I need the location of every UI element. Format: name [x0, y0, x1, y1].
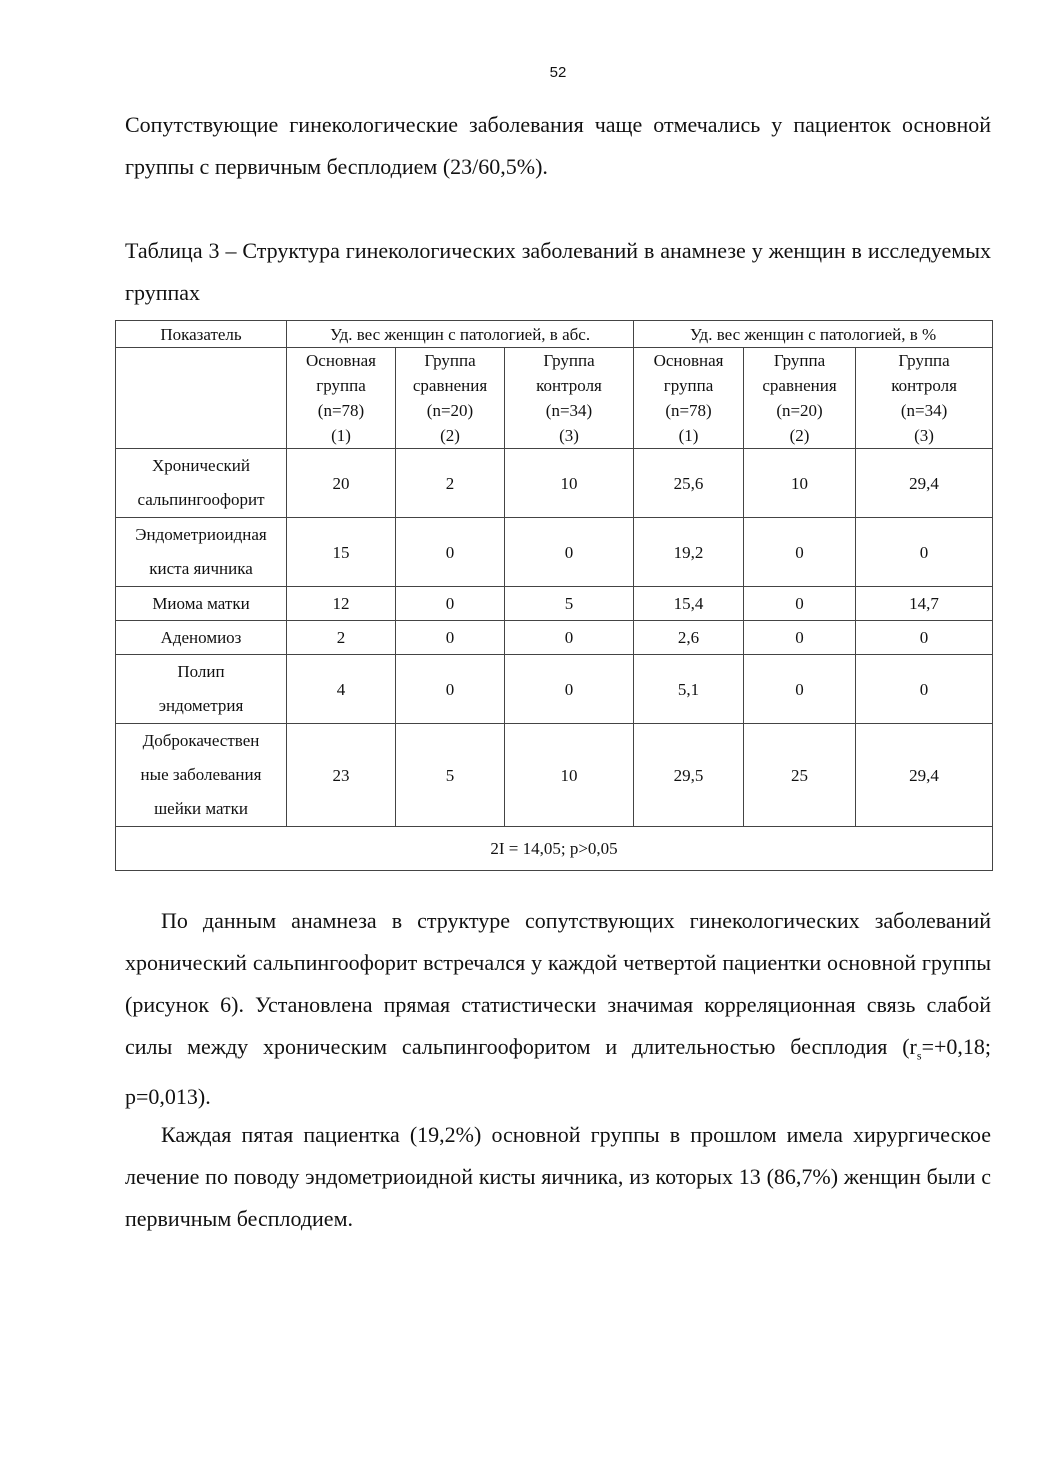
table-cell: 15,4: [634, 587, 744, 621]
subheader-empty: [116, 348, 287, 449]
analysis-text: По данным анамнеза в структуре сопутствующих гинекологических заболеваний хронический сальпингоофорит встречался у каждой четвертой пациентки основной группы (рисунок 6). Установлена прямая статистически значимая корреляционная связь слабой силы между хроническим сальпингоофоритом и длительностью бесплодия (r: [125, 908, 991, 1059]
subheader-line: (n=78): [665, 401, 712, 420]
table-cell: 4: [287, 655, 396, 724]
table-cell: 29,4: [856, 449, 993, 518]
table-cell: 12: [287, 587, 396, 621]
data-table: [115, 320, 993, 871]
row-label-line: ные заболевания: [140, 765, 262, 784]
subheader-line: Группа: [424, 351, 476, 370]
subheader-line: (3): [914, 426, 934, 445]
table-cell: 15: [287, 518, 396, 587]
subheader-line: Группа: [898, 351, 950, 370]
table-row: [116, 518, 993, 587]
subheader-line: (1): [331, 426, 351, 445]
subheader-line: Группа: [773, 351, 826, 370]
subheader-line: контроля: [891, 376, 957, 395]
row-label-line: киста яичника: [149, 559, 253, 578]
table-cell: 2,6: [634, 621, 744, 655]
table-cell: 5,1: [634, 655, 744, 724]
table-cell: 25,6: [634, 449, 744, 518]
row-label-line: Доброкачествен: [142, 731, 260, 750]
table-cell: 2: [396, 449, 505, 518]
subheader-line: контроля: [536, 376, 602, 395]
subheader-line: сравнения: [762, 376, 837, 395]
table-subheader-row: [116, 348, 993, 449]
subheader-cell: [505, 348, 634, 449]
table-cell: 0: [856, 621, 993, 655]
subheader-line: группа: [663, 376, 714, 395]
subheader-cell: [744, 348, 856, 449]
table-cell: 0: [744, 587, 856, 621]
row-label-line: Хронический: [152, 456, 250, 475]
subheader-cell: [634, 348, 744, 449]
surgery-paragraph: Каждая пятая пациентка (19,2%) основной группы в прошлом имела хирургическое лечение по поводу эндометриоидной кисты яичника, из которых 13 (86,7%) женщин были с первичным бесплодием.: [125, 1122, 991, 1231]
row-label: [116, 621, 287, 655]
table-cell: 0: [396, 621, 505, 655]
table-cell: 0: [396, 587, 505, 621]
subheader-line: (n=78): [317, 401, 365, 420]
table-cell: 29,4: [856, 724, 993, 827]
table-cell: 2: [287, 621, 396, 655]
table-header-row: [116, 321, 993, 348]
row-label-line: Миома матки: [152, 594, 250, 613]
table-footer-row: [116, 827, 993, 871]
table-cell: 23: [287, 724, 396, 827]
subheader-line: (3): [559, 426, 579, 445]
table-row: [116, 449, 993, 518]
table-cell: 5: [505, 587, 634, 621]
row-label: [116, 587, 287, 621]
subheader-line: Основная: [306, 351, 376, 370]
table-cell: 0: [744, 621, 856, 655]
table-cell: 10: [744, 449, 856, 518]
row-label-line: шейки матки: [154, 799, 248, 818]
table-cell: 0: [396, 655, 505, 724]
subheader-line: Основная: [653, 351, 724, 370]
subheader-line: Группа: [543, 351, 595, 370]
intro-paragraph: Сопутствующие гинекологические заболевания чаще отмечались у пациенток основной группы с первичным бесплодием (23/60,5%).: [125, 112, 991, 179]
subheader-line: сравнения: [412, 376, 488, 395]
table-caption: Таблица 3 – Структура гинекологических заболеваний в анамнезе у женщин в исследуемых группах: [125, 238, 991, 305]
table-row: [116, 724, 993, 827]
header-indicator: Показатель: [116, 321, 287, 348]
table-footer: 2I = 14,05; p>0,05: [116, 827, 993, 871]
subheader-cell: [396, 348, 505, 449]
table-cell: 19,2: [634, 518, 744, 587]
analysis-tail: =+0,18; p=0,013).: [125, 1034, 991, 1110]
subheader-line: (2): [789, 426, 810, 445]
table-cell: 14,7: [856, 587, 993, 621]
header-pct: Уд. вес женщин с патологией, в %: [634, 321, 993, 348]
header-abs: Уд. вес женщин с патологией, в абс.: [287, 321, 634, 348]
subheader-line: (n=34): [900, 401, 948, 420]
table-cell: 25: [744, 724, 856, 827]
subheader-line: (2): [440, 426, 460, 445]
row-label: [116, 655, 287, 724]
row-label-line: Аденомиоз: [160, 628, 242, 647]
subheader-cell: [856, 348, 993, 449]
table-cell: 5: [396, 724, 505, 827]
table-row: [116, 621, 993, 655]
row-label-line: сальпингоофорит: [137, 490, 265, 509]
analysis-paragraph: [125, 900, 991, 1118]
table-cell: 0: [396, 518, 505, 587]
table-cell: 0: [505, 655, 634, 724]
table-cell: 0: [856, 518, 993, 587]
subheader-line: (n=20): [426, 401, 474, 420]
subheader-line: (n=20): [776, 401, 823, 420]
table-cell: 0: [744, 518, 856, 587]
table-cell: 0: [856, 655, 993, 724]
table-row: [116, 655, 993, 724]
row-label-line: Эндометриоидная: [135, 525, 267, 544]
subheader-cell: [287, 348, 396, 449]
subheader-line: группа: [316, 376, 366, 395]
table-cell: 10: [505, 724, 634, 827]
analysis-subscript: s: [916, 1048, 922, 1063]
row-label-line: Полип: [177, 662, 225, 681]
subheader-line: (1): [678, 426, 699, 445]
table-cell: 29,5: [634, 724, 744, 827]
row-label: [116, 724, 287, 827]
row-label: [116, 518, 287, 587]
table-cell: 0: [744, 655, 856, 724]
row-label-line: эндометрия: [158, 696, 244, 715]
table-cell: 0: [505, 621, 634, 655]
subheader-line: (n=34): [545, 401, 593, 420]
table-cell: 10: [505, 449, 634, 518]
table-row: [116, 587, 993, 621]
row-label: [116, 449, 287, 518]
table-cell: 0: [505, 518, 634, 587]
table-cell: 20: [287, 449, 396, 518]
page-number: 52: [549, 64, 567, 81]
